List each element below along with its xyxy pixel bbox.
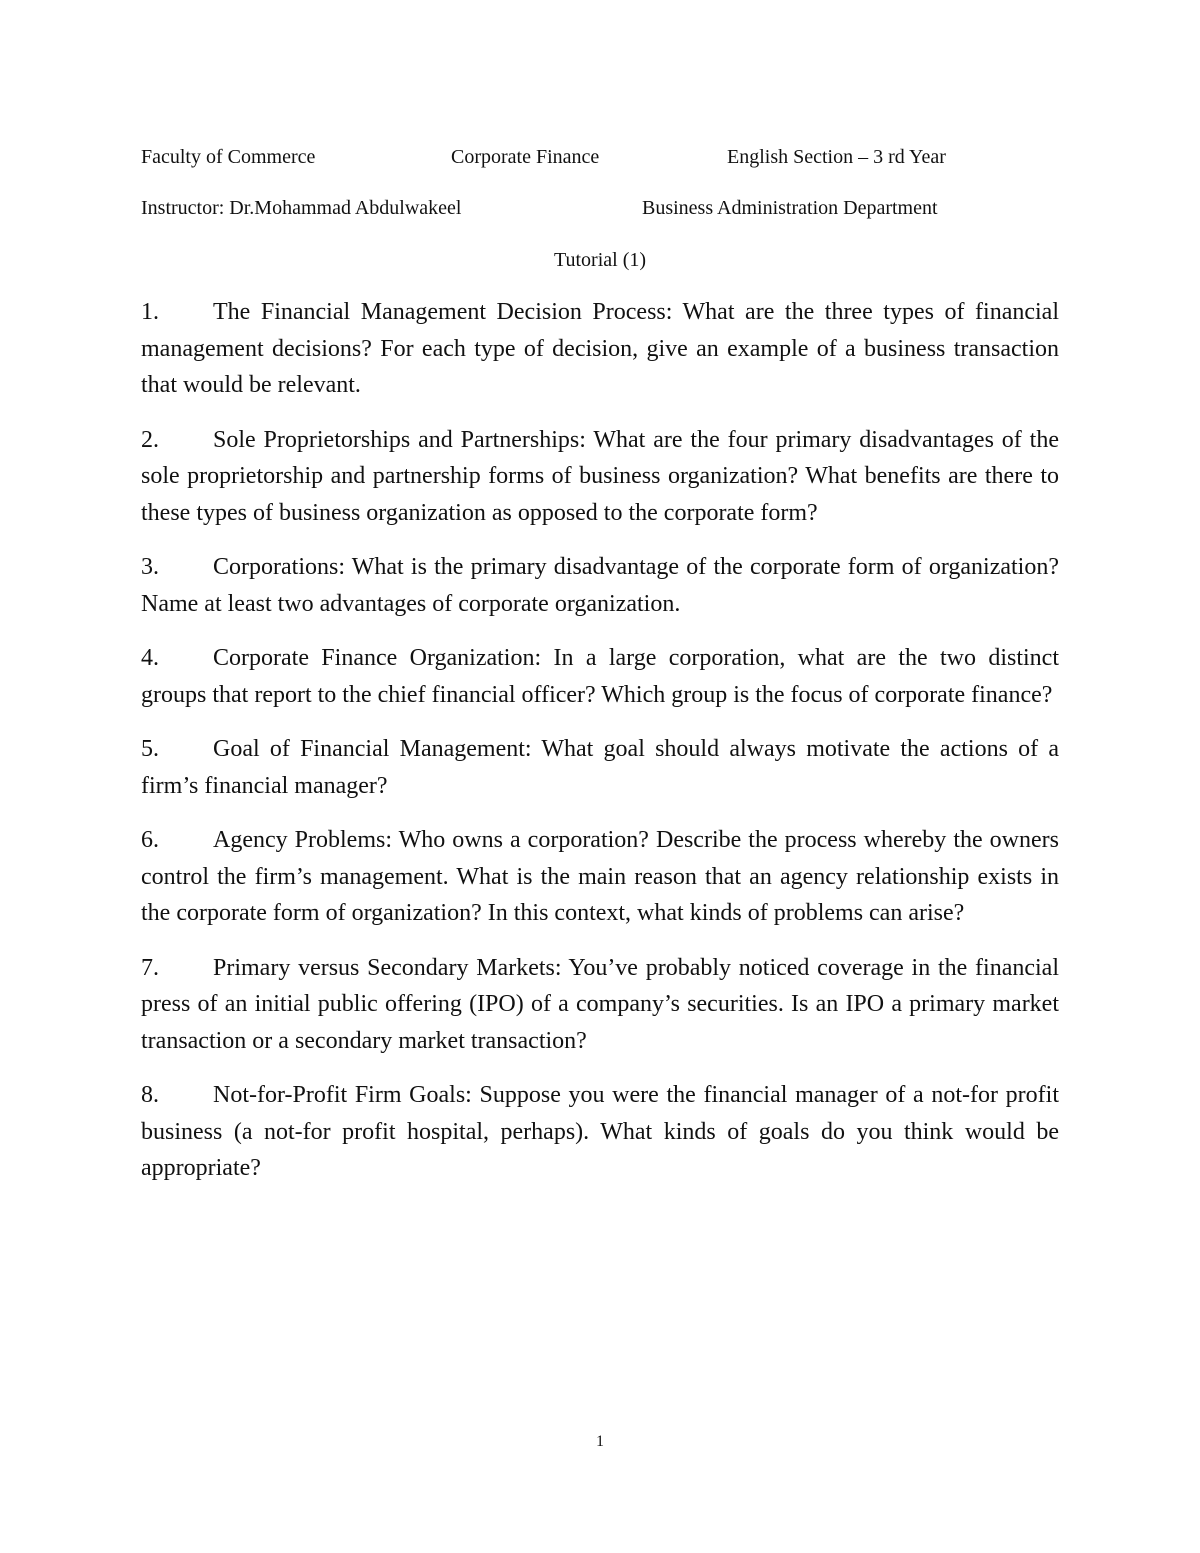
question-2 — [141, 422, 1059, 532]
question-number: 3. — [141, 554, 159, 580]
question-number: 2. — [141, 426, 159, 453]
question-text: Corporate Finance Organization: In a large corporation, what are the two distinct groups that report to the chief financial officer? Which group is the focus of corporate finance? — [141, 645, 1059, 708]
question-list — [141, 294, 1059, 1205]
question-number: 8. — [141, 1082, 159, 1108]
question-text: The Financial Management Decision Process: What are the three types of financial management decisions? For each type of decision, give an example of a business transaction that would be relevant. — [141, 299, 1059, 398]
question-text: Agency Problems: Who owns a corporation? Describe the process whereby the owners control the firm’s management. What is the main reason that an agency relationship exists in the corporate form of organization? In this context, what kinds of problems can arise? — [141, 827, 1059, 926]
question-4 — [141, 640, 1059, 713]
instructor-label: Instructor: Dr.Mohammad Abdulwakeel — [141, 197, 462, 219]
question-number: 7. — [141, 954, 159, 981]
question-text: Goal of Financial Management: What goal should always motivate the actions of a firm’s financial manager? — [141, 736, 1059, 799]
question-text: Sole Proprietorships and Partnerships: What are the four primary disadvantages of the sole proprietorship and partnership forms of business organization? What benefits are there to these types of business organization as opposed to the corporate form? — [141, 426, 1059, 526]
section-label: English Section – 3 rd Year — [727, 146, 946, 168]
department-label: Business Administration Department — [642, 197, 938, 219]
question-6 — [141, 822, 1059, 932]
question-8 — [141, 1077, 1059, 1187]
question-7 — [141, 950, 1059, 1060]
page-number: 1 — [596, 1433, 604, 1450]
question-number: 6. — [141, 827, 159, 853]
question-1 — [141, 294, 1059, 404]
question-number: 1. — [141, 299, 159, 325]
question-5 — [141, 731, 1059, 804]
course-label: Corporate Finance — [451, 146, 600, 168]
faculty-label: Faculty of Commerce — [141, 146, 316, 168]
question-text: Not-for-Profit Firm Goals: Suppose you were the financial manager of a not-for profit business (a not-for profit hospital, perhaps). What kinds of goals do you think would be appropriate? — [141, 1082, 1059, 1181]
question-text: Corporations: What is the primary disadvantage of the corporate form of organization? Name at least two advantages of corporate organization. — [141, 554, 1059, 617]
question-number: 4. — [141, 645, 159, 671]
question-number: 5. — [141, 736, 159, 762]
question-3 — [141, 549, 1059, 622]
question-text: Primary versus Secondary Markets: You’ve probably noticed coverage in the financial press of an initial public offering (IPO) of a company’s securities. Is an IPO a primary market transaction or a secondary market transaction? — [141, 954, 1059, 1054]
tutorial-title: Tutorial (1) — [553, 249, 647, 271]
